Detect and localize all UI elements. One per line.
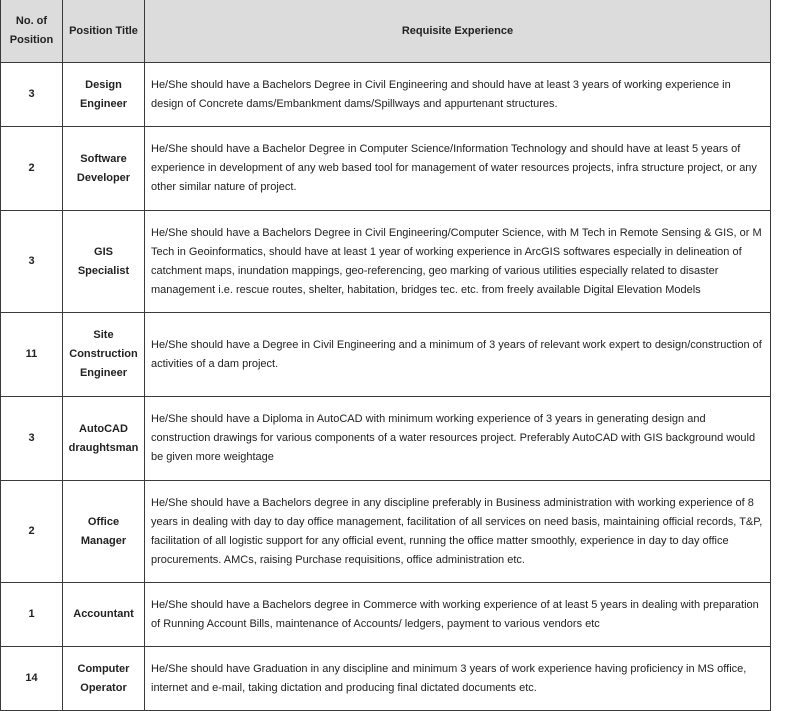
position-count: 14 xyxy=(1,647,63,711)
position-count: 3 xyxy=(1,397,63,481)
requisite-experience: He/She should have a Diploma in AutoCAD with minimum working experience of 3 years in generating design and construction drawings for various components of a water resources project. Preferably AutoCAD with GIS background would be given more weightage xyxy=(145,397,771,481)
position-count: 1 xyxy=(1,583,63,647)
header-requisite-experience: Requisite Experience xyxy=(145,0,771,63)
position-title: Office Manager xyxy=(63,481,145,583)
position-title: Computer Operator xyxy=(63,647,145,711)
requisite-experience: He/She should have a Bachelors degree in Commerce with working experience of at least 5 years in dealing with preparation of Running Account Bills, maintenance of Accounts/ ledgers, payment to various vendors etc xyxy=(145,583,771,647)
table-header-row xyxy=(1,0,771,63)
table-row xyxy=(1,313,771,397)
position-title: AutoCAD draughtsman xyxy=(63,397,145,481)
position-title: Accountant xyxy=(63,583,145,647)
table-row xyxy=(1,481,771,583)
position-count: 2 xyxy=(1,127,63,211)
table-row xyxy=(1,63,771,127)
table-row xyxy=(1,211,771,313)
position-title: Site Construction Engineer xyxy=(63,313,145,397)
position-title: Software Developer xyxy=(63,127,145,211)
requisite-experience: He/She should have Graduation in any discipline and minimum 3 years of work experience having proficiency in MS office, internet and e-mail, taking dictation and producing final dictated documents etc. xyxy=(145,647,771,711)
position-count: 3 xyxy=(1,211,63,313)
position-title: Design Engineer xyxy=(63,63,145,127)
requisite-experience: He/She should have a Bachelors Degree in Civil Engineering/Computer Science, with M Tech in Remote Sensing & GIS, or M Tech in Geoinformatics, should have at least 1 year of working experience in ArcGIS softwares especially in delineation of catchment maps, inundation mappings, geo-referencing, geo marking of various utilities especially related to disaster management i.e. rescue routes, shelter, habitation, bridges tec. etc. from freely available Digital Elevation Models xyxy=(145,211,771,313)
table-row xyxy=(1,397,771,481)
position-count: 11 xyxy=(1,313,63,397)
table-row xyxy=(1,127,771,211)
position-count: 2 xyxy=(1,481,63,583)
requisite-experience: He/She should have a Bachelors Degree in Civil Engineering and should have at least 3 years of working experience in design of Concrete dams/Embankment dams/Spillways and appurtenant structures. xyxy=(145,63,771,127)
table-row xyxy=(1,583,771,647)
requisite-experience: He/She should have a Degree in Civil Engineering and a minimum of 3 years of relevant work expert to design/construction of activities of a dam project. xyxy=(145,313,771,397)
header-position-title: Position Title xyxy=(63,0,145,63)
requisite-experience: He/She should have a Bachelor Degree in Computer Science/Information Technology and should have at least 5 years of experience in development of any web based tool for management of water resources projects, infra structure project, or any other similar nature of project. xyxy=(145,127,771,211)
position-title: GIS Specialist xyxy=(63,211,145,313)
header-no-of-position: No. of Position xyxy=(1,0,63,63)
position-count: 3 xyxy=(1,63,63,127)
requisite-experience: He/She should have a Bachelors degree in any discipline preferably in Business administration with working experience of 8 years in dealing with day to day office management, facilitation of all services on need basis, maintaining official records, T&P, facilitation of all logistic support for any official event, running the office matter smoothly, experience in day to day office procurements. AMCs, raising Purchase requisitions, office administration etc. xyxy=(145,481,771,583)
